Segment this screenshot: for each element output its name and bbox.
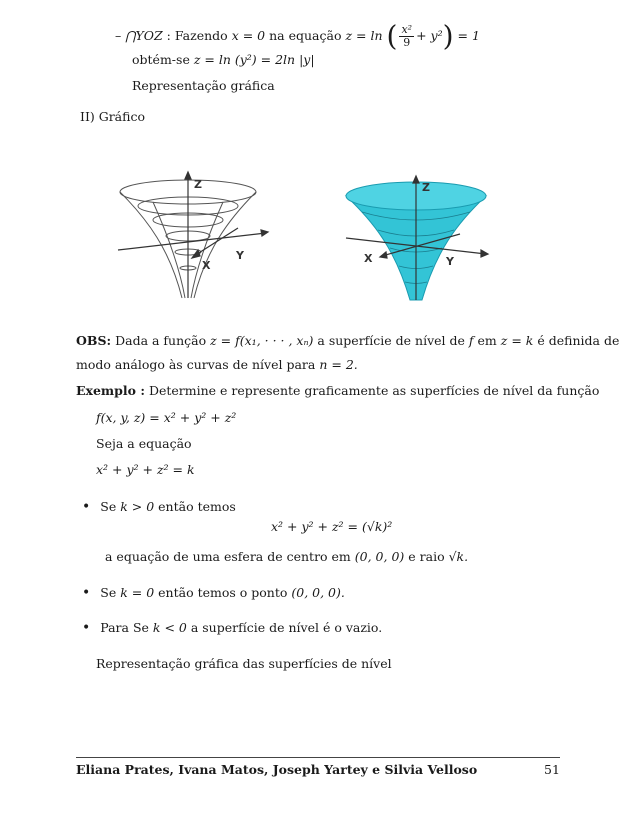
x-arrow [192,250,200,258]
obs-label: OBS: [76,333,112,348]
math: z = ln (y²) = 2ln |y| [193,52,315,67]
text: : Fazendo [166,28,228,43]
x-axis-label: X [202,259,211,272]
z-axis-label: Z [194,178,202,191]
page-number: 51 [544,762,560,777]
bullet-icon: • [82,499,91,515]
example-line: Exemplo : Determine e represente graficamente as superfícies de nível da função [76,383,600,398]
equation-k: x² + y² + z² = k [96,462,195,477]
text: na equação [269,28,342,43]
z-axis-label: Z [422,181,430,194]
bullet-icon: • [82,585,91,601]
y-axis-label: Y [236,249,244,262]
footer-authors: Eliana Prates, Ivana Matos, Joseph Yartey e Silvia Velloso [76,762,478,777]
x-axis-label: X [364,252,373,265]
fraction: $\frac{\text{x²}}{9}$ [401,23,413,49]
y-axis [118,233,266,250]
function-definition: f(x, y, z) = x² + y² + z² [96,410,237,425]
sphere-equation: x² + y² + z² = (√k)² [271,519,393,534]
y-arrow [261,230,268,236]
y-axis-label: Y [446,255,454,268]
intersection-line: – ⋂YOZ : Fazendo x = 0 na equação z = ln ( $\frac{\text{x²}}{9}$ + y²) = 1 [115,19,480,53]
representation-levels-label: Representação gráfica das superfícies de nível [96,656,392,671]
math: + y² [416,28,443,43]
bullet-item: • Se k > 0 então temos [82,499,236,515]
z-arrow [185,172,191,179]
math: x = 0 [231,28,266,43]
bullet-icon: • [82,620,91,636]
intersection-symbol: ⋂YOZ [125,28,163,43]
graph-right-surface [336,172,502,304]
obtem-line [132,52,315,68]
representation-label: Representação gráfica [132,78,275,93]
text: obtém-se [132,52,190,67]
bullet-item: • Para Se k < 0 a superfície de nível é o vazio. [82,620,383,636]
z-arrow [413,176,419,183]
obs-line-2: modo análogo às curvas de nível para n = 2. [76,357,358,372]
sphere-description: a equação de uma esfera de centro em (0, 0, 0) e raio √k. [105,549,469,564]
example-label: Exemplo : [76,383,145,398]
section-heading: II) Gráfico [80,109,146,124]
math: = 1 [457,28,480,43]
obs-line-1: OBS: Dada a função z = f(x₁, · · · , xₙ) a superfície de nível de f em z = k é definida de [76,333,620,348]
surface-profile [194,192,256,298]
math: z = ln [345,28,383,43]
surface-profile [120,192,182,298]
graph-left-wireframe [108,170,290,302]
dash: – [115,28,122,43]
x-arrow [380,252,387,258]
bullet-item: • Se k = 0 então temos o ponto (0, 0, 0). [82,585,345,601]
footer-rule [76,757,560,758]
y-arrow [481,250,488,257]
seja-text: Seja a equação [96,436,192,451]
